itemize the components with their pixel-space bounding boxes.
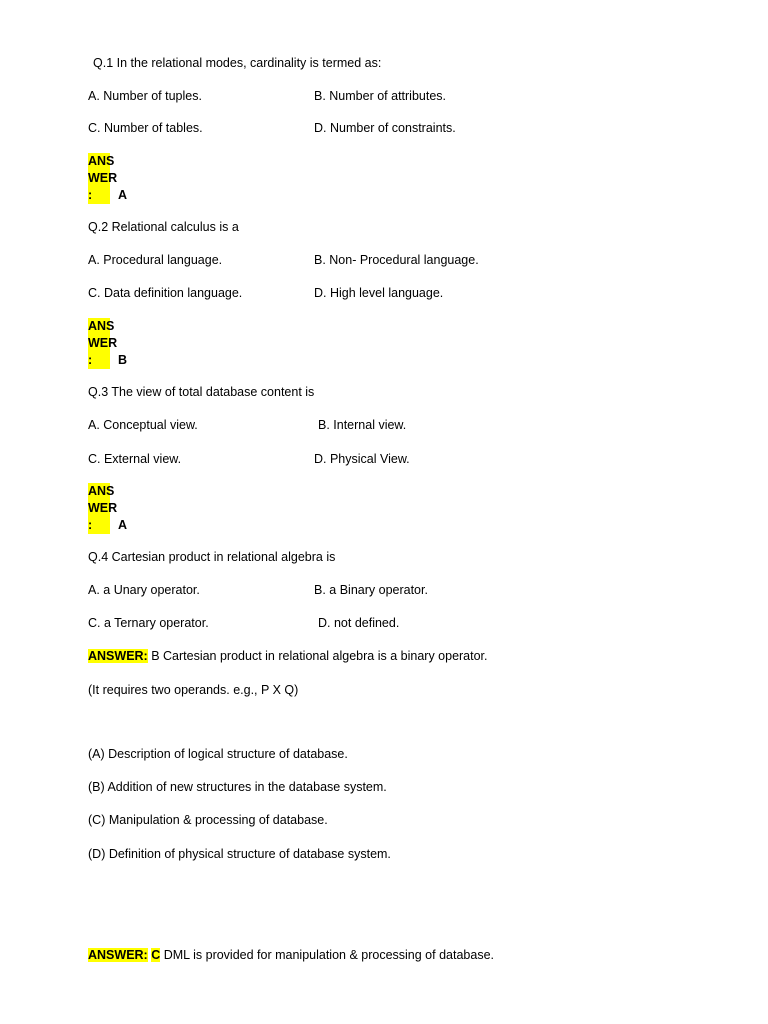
q3-answer-value: A	[118, 518, 128, 532]
q1-option-c: C. Number of tables.	[88, 121, 203, 135]
q5-answer-text: DML is provided for manipulation & processing of database.	[163, 948, 494, 962]
q4-option-d: D. not defined.	[318, 616, 400, 630]
q4-answer	[88, 649, 488, 664]
q2-option-a: A. Procedural language.	[88, 253, 223, 267]
q1-answer-label: ANS WER :	[88, 154, 118, 202]
q2-option-c: C. Data definition language.	[88, 286, 243, 300]
q4-answer-label: ANSWER:	[88, 649, 148, 663]
q4-answer-text: B Cartesian product in relational algebra is a binary operator.	[151, 649, 488, 663]
question-3: Q.3 The view of total database content is	[88, 385, 315, 399]
q2-answer-value: B	[118, 353, 128, 367]
q5-option-b: (B) Addition of new structures in the database system.	[88, 780, 387, 794]
q1-option-a: A. Number of tuples.	[88, 89, 202, 103]
q5-option-a: (A) Description of logical structure of database.	[88, 747, 348, 761]
q4-option-b: B. a Binary operator.	[314, 583, 428, 597]
q5-answer	[88, 948, 494, 963]
q2-option-b: B. Non- Procedural language.	[314, 253, 479, 267]
q4-option-c: C. a Ternary operator.	[88, 616, 209, 630]
q2-option-d: D. High level language.	[314, 286, 444, 300]
question-1: Q.1 In the relational modes, cardinality is termed as:	[93, 56, 382, 70]
q3-answer-label: ANS WER :	[88, 484, 118, 532]
q3-option-c: C. External view.	[88, 452, 182, 466]
q1-option-d: D. Number of constraints.	[314, 121, 456, 135]
q5-answer-label: ANSWER:	[88, 948, 148, 962]
q4-option-a: A. a Unary operator.	[88, 583, 200, 597]
q3-option-d: D. Physical View.	[314, 452, 410, 466]
q5-option-d: (D) Definition of physical structure of database system.	[88, 847, 391, 861]
q3-option-a: A. Conceptual view.	[88, 418, 198, 432]
question-4: Q.4 Cartesian product in relational algebra is	[88, 550, 336, 564]
question-2: Q.2 Relational calculus is a	[88, 220, 239, 234]
q4-note: (It requires two operands. e.g., P X Q)	[88, 683, 299, 697]
q1-answer-value: A	[118, 188, 128, 202]
q2-answer-label: ANS WER :	[88, 319, 118, 367]
q1-option-b: B. Number of attributes.	[314, 89, 447, 103]
q5-answer-letter: C	[151, 948, 161, 962]
q5-option-c: (C) Manipulation & processing of database.	[88, 813, 328, 827]
q3-option-b: B. Internal view.	[318, 418, 407, 432]
